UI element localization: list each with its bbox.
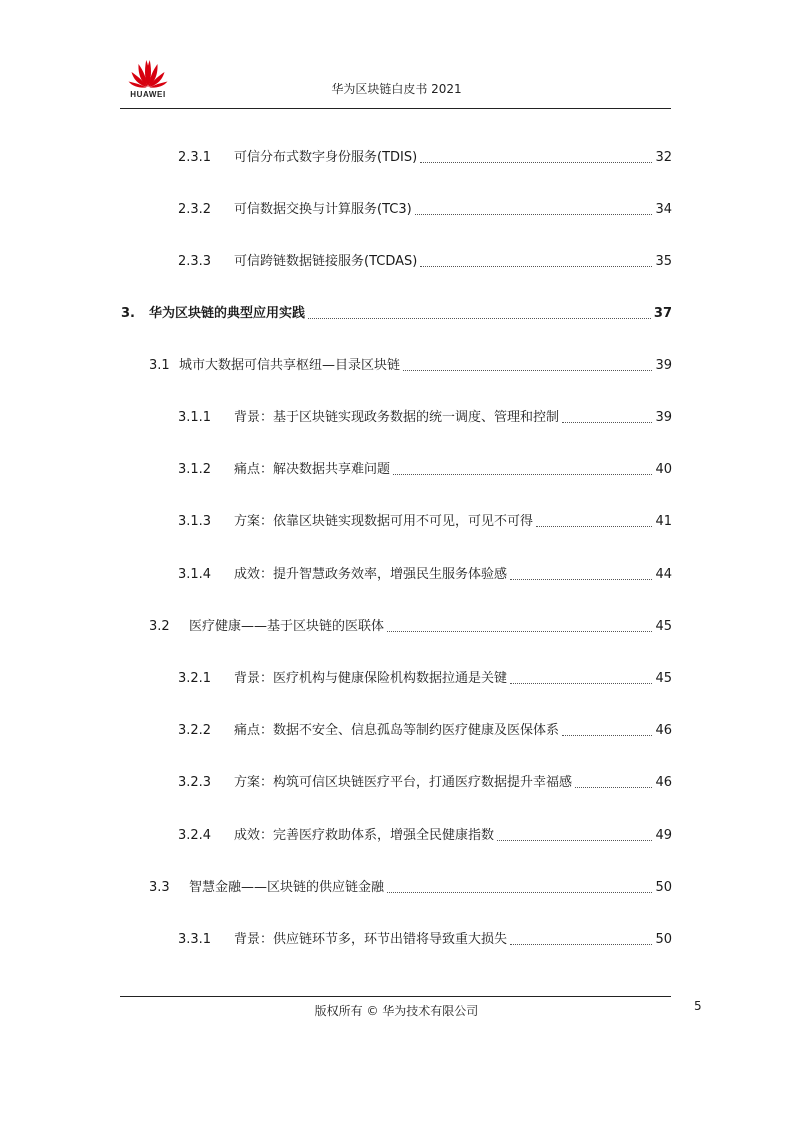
toc-entry-number: 2.3.1 — [178, 150, 212, 165]
toc-entry-title: 可信分布式数字身份服务(TDIS) — [234, 150, 418, 165]
toc-dot-leader — [497, 840, 652, 841]
toc-entry-title: 背景：基于区块链实现政务数据的统一调度、管理和控制 — [234, 410, 560, 425]
toc-entry-number: 3.2 — [149, 619, 170, 634]
toc-entry-page: 50 — [655, 880, 672, 895]
toc-dot-leader — [387, 631, 652, 632]
toc-entry-page: 46 — [655, 775, 672, 790]
toc-dot-leader — [308, 318, 651, 319]
toc-dot-leader — [510, 579, 652, 580]
page-header-title: 华为区块链白皮书 2021 — [331, 82, 462, 96]
toc-entry[interactable] — [178, 722, 672, 740]
toc-entry-title: 痛点：数据不安全、信息孤岛等制约医疗健康及医保体系 — [234, 723, 560, 738]
toc-dot-leader — [510, 944, 652, 945]
toc-entry-title: 方案：依靠区块链实现数据可用不可见，可见不可得 — [234, 514, 534, 529]
toc-entry-number: 3.1.1 — [178, 410, 212, 425]
toc-entry[interactable] — [178, 201, 672, 219]
toc-entry[interactable] — [178, 931, 672, 949]
toc-entry-title: 可信数据交换与计算服务(TC3) — [234, 202, 412, 217]
toc-entry[interactable] — [178, 774, 672, 792]
logo-text: HUAWEI — [130, 90, 166, 99]
toc-entry-page: 45 — [655, 671, 672, 686]
toc-entry-number: 3.3.1 — [178, 932, 212, 947]
toc-entry-number: 2.3.2 — [178, 202, 212, 217]
page-number: 5 — [694, 999, 702, 1013]
toc-entry-number: 3.2.4 — [178, 828, 212, 843]
toc-entry-page: 37 — [653, 306, 672, 321]
toc-entry-title: 痛点：解决数据共享难问题 — [234, 462, 391, 477]
toc-entry[interactable] — [178, 670, 672, 688]
toc-dot-leader — [562, 422, 652, 423]
toc-dot-leader — [393, 474, 652, 475]
toc-entry-page: 40 — [655, 462, 672, 477]
toc-entry-page: 39 — [655, 410, 672, 425]
toc-entry[interactable] — [149, 879, 672, 897]
toc-entry-number: 3.1.4 — [178, 567, 212, 582]
toc-entry-page: 49 — [655, 828, 672, 843]
toc-entry-title: 成效：完善医疗救助体系，增强全民健康指数 — [234, 828, 495, 843]
toc-entry-page: 39 — [655, 358, 672, 373]
toc-dot-leader — [415, 214, 653, 215]
toc-entry[interactable] — [149, 357, 672, 375]
toc-entry-title: 方案：构筑可信区块链医疗平台，打通医疗数据提升幸福感 — [234, 775, 573, 790]
toc-dot-leader — [562, 735, 652, 736]
toc-dot-leader — [510, 683, 652, 684]
toc-entry-number: 3.1.3 — [178, 514, 212, 529]
toc-entry-title: 城市大数据可信共享枢纽—目录区块链 — [179, 358, 401, 373]
toc-dot-leader — [387, 892, 652, 893]
toc-dot-leader — [575, 787, 652, 788]
toc-entry[interactable] — [121, 305, 672, 323]
toc-entry-title: 智慧金融——区块链的供应链金融 — [189, 880, 385, 895]
footer-divider — [120, 996, 671, 997]
toc-entry-page: 46 — [655, 723, 672, 738]
toc-entry-page: 50 — [655, 932, 672, 947]
copyright-footer: 版权所有 © 华为技术有限公司 — [314, 1004, 479, 1018]
toc-entry-page: 44 — [655, 567, 672, 582]
toc-entry-title: 可信跨链数据链接服务(TCDAS) — [234, 254, 418, 269]
toc-entry[interactable] — [178, 513, 672, 531]
toc-entry[interactable] — [178, 149, 672, 167]
toc-entry-page: 45 — [655, 619, 672, 634]
toc-entry-number: 3.3 — [149, 880, 170, 895]
toc-entry-number: 3.2.2 — [178, 723, 212, 738]
toc-entry-title: 成效：提升智慧政务效率，增强民生服务体验感 — [234, 567, 508, 582]
toc-entry-title: 背景：医疗机构与健康保险机构数据拉通是关键 — [234, 671, 508, 686]
toc-entry-page: 34 — [655, 202, 672, 217]
toc-entry-number: 3.2.1 — [178, 671, 212, 686]
toc-entry-number: 3.1.2 — [178, 462, 212, 477]
toc-entry[interactable] — [178, 461, 672, 479]
toc-entry-number: 3.2.3 — [178, 775, 212, 790]
toc-entry-number: 3. — [121, 306, 135, 321]
toc-dot-leader — [420, 266, 652, 267]
toc-entry[interactable] — [178, 253, 672, 271]
toc-entry[interactable] — [149, 618, 672, 636]
toc-entry[interactable] — [178, 827, 672, 845]
toc-dot-leader — [536, 526, 652, 527]
toc-entry-page: 35 — [655, 254, 672, 269]
toc-entry-page: 41 — [655, 514, 672, 529]
toc-entry-page: 32 — [655, 150, 672, 165]
toc-entry[interactable] — [178, 409, 672, 427]
toc-entry-number: 3.1 — [149, 358, 170, 373]
toc-dot-leader — [403, 370, 652, 371]
toc-entry-title: 背景：供应链环节多，环节出错将导致重大损失 — [234, 932, 508, 947]
toc-entry-title: 医疗健康——基于区块链的医联体 — [189, 619, 385, 634]
toc-entry[interactable] — [178, 566, 672, 584]
toc-entry-number: 2.3.3 — [178, 254, 212, 269]
toc-dot-leader — [420, 162, 652, 163]
toc-entry-title: 华为区块链的典型应用实践 — [149, 306, 306, 321]
